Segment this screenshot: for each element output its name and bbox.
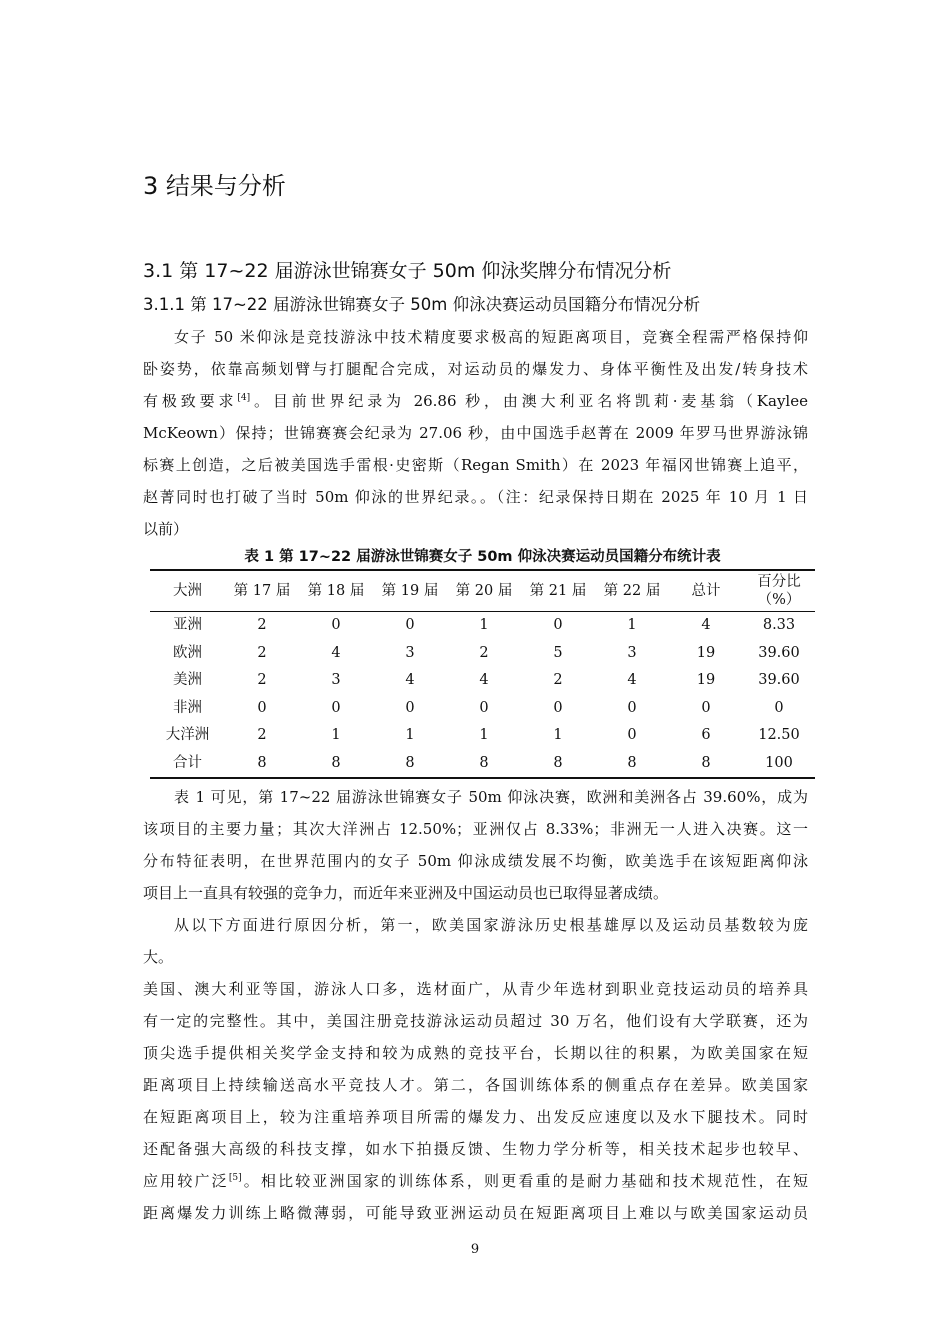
table-header-row <box>150 570 815 612</box>
table-cell: 8 <box>553 754 563 771</box>
table-cell: 2 <box>553 672 563 689</box>
text-line <box>143 385 808 417</box>
text-line: 标赛上创造，之后被美国选手雷根·史密斯（Regan Smith）在 2023 年福冈世锦赛上追平， <box>143 456 808 474</box>
table-row <box>150 722 815 750</box>
table-cell: 8.33 <box>762 617 796 634</box>
text-run: 。相比较亚洲国家的训练体系，则更看重的是耐力基础和技术规范性，在短 <box>241 1172 808 1190</box>
table-cell: 3 <box>331 672 341 689</box>
text-line: 距离项目上持续输送高水平竞技人才。第二，各国训练体系的侧重点存在差异。欧美国家 <box>143 1076 808 1094</box>
table-cell: 欧洲 <box>173 644 202 661</box>
text-line: 在短距离项目上，较为注重培养项目所需的爆发力、出发反应速度以及水下腿技术。同时 <box>143 1108 808 1126</box>
text-line: 该项目的主要力量；其次大洋洲占 12.50%；亚洲仅占 8.33%；非洲无一人进入决赛。这一 <box>143 820 808 838</box>
table-cell: 2 <box>257 617 267 634</box>
table-cell: 0 <box>331 699 341 716</box>
citation-ref[interactable]: [4] <box>237 393 251 403</box>
table-cell: 0 <box>479 699 489 716</box>
table-row <box>150 750 815 779</box>
table-cell: 1 <box>553 727 563 744</box>
header-cell: 第 20 届 <box>447 570 521 612</box>
table-cell: 8 <box>479 754 489 771</box>
text-line: 分布特征表明，在世界范围内的女子 50m 仰泳成绩发展不均衡，欧美选手在该短距离仰泳 <box>143 852 808 870</box>
table-cell: 8 <box>627 754 637 771</box>
table-cell: 美洲 <box>173 672 202 689</box>
text-line: 表 1 可见，第 17~22 届游泳世锦赛女子 50m 仰泳决赛，欧洲和美洲各占 39.60%，成为 <box>174 788 808 806</box>
page-number: 9 <box>470 1242 480 1257</box>
table-cell: 4 <box>405 672 415 689</box>
text-line: 从以下方面进行原因分析，第一，欧美国家游泳历史根基雄厚以及运动员基数较为庞 <box>174 916 808 934</box>
text-line: 距离爆发力训练上略微薄弱，可能导致亚洲运动员在短距离项目上难以与欧美国家运动员 <box>143 1204 808 1222</box>
text-run: 项目上一直具有较强的竞争力，而近年来 <box>143 884 414 902</box>
table-cell: 1 <box>627 617 637 634</box>
table-cell: 8 <box>257 754 267 771</box>
stats-table <box>150 569 815 779</box>
table-cell: 6 <box>701 727 711 744</box>
table-row <box>150 640 815 668</box>
text-line <box>143 877 808 909</box>
table-cell: 5 <box>553 644 563 661</box>
table-row <box>150 612 815 640</box>
header-cell: 第 21 届 <box>521 570 595 612</box>
table-cell: 4 <box>331 644 341 661</box>
table-cell: 合计 <box>173 754 202 771</box>
table-row <box>150 695 815 723</box>
table-cell: 非洲 <box>173 699 202 716</box>
table-cell: 19 <box>696 644 716 661</box>
table-cell: 2 <box>257 727 267 744</box>
text-line: 有一定的完整性。其中，美国注册竞技游泳运动员超过 30 万名，他们设有大学联赛，还为 <box>143 1012 808 1030</box>
table-cell: 亚洲 <box>173 617 202 634</box>
table-cell: 4 <box>479 672 489 689</box>
header-cell: 第 17 届 <box>225 570 299 612</box>
subsection-heading: 3.1 第 17~22 届游泳世锦赛女子 50m 仰泳奖牌分布情况分析 <box>143 260 672 282</box>
table-cell: 0 <box>257 699 267 716</box>
table-cell: 3 <box>405 644 415 661</box>
table-cell: 0 <box>553 617 563 634</box>
table-cell: 大洋洲 <box>165 727 210 744</box>
table-cell: 1 <box>479 727 489 744</box>
header-cell: 百分比（%） <box>743 570 815 612</box>
table-cell: 4 <box>627 672 637 689</box>
header-cell: 第 19 届 <box>373 570 447 612</box>
text-line: 女子 50 米仰泳是竞技游泳中技术精度要求极高的短距离项目，竞赛全程需严格保持仰 <box>174 328 808 346</box>
paragraph-intro <box>143 321 808 545</box>
header-cell: 第 18 届 <box>299 570 373 612</box>
table-cell: 12.50 <box>758 727 800 744</box>
table-cell: 0 <box>627 727 637 744</box>
text-line: 美国、澳大利亚等国，游泳人口多，选材面广，从青少年选材到职业竞技运动员的培养具 <box>143 980 808 998</box>
table-row <box>150 667 815 695</box>
text-line: 顶尖选手提供相关奖学金支持和较为成熟的竞技平台，长期以往的积累，为欧美国家在短 <box>143 1044 808 1062</box>
table-cell: 0 <box>627 699 637 716</box>
table-cell: 0 <box>701 699 711 716</box>
section-heading: 3 结果与分析 <box>143 172 286 200</box>
table-cell: 2 <box>257 672 267 689</box>
paragraph-table-analysis <box>143 781 808 909</box>
text-run-sans: 亚洲及中国运动员也已取得显著成绩。 <box>413 884 669 902</box>
header-cell: 大洲 <box>150 570 225 612</box>
table-cell: 39.60 <box>758 672 800 689</box>
table-cell: 1 <box>479 617 489 634</box>
text-line <box>143 1165 808 1197</box>
text-line: 还配备强大高级的科技支撑，如水下拍摄反馈、生物力学分析等，相关技术起步也较早、 <box>143 1140 808 1158</box>
text-line: 卧姿势，依靠高频划臂与打腿配合完成，对运动员的爆发力、身体平衡性及出发/转身技术 <box>143 360 808 378</box>
table-cell: 8 <box>405 754 415 771</box>
table-cell: 0 <box>405 617 415 634</box>
table-cell: 2 <box>479 644 489 661</box>
table-cell: 2 <box>257 644 267 661</box>
text-line: McKeown）保持；世锦赛赛会纪录为 27.06 秒，由中国选手赵菁在 2009 年罗马世界游泳锦 <box>143 424 808 442</box>
text-line: 大。 <box>143 948 174 966</box>
table-cell: 100 <box>765 754 793 771</box>
text-line: 赵菁同时也打破了当时 50m 仰泳的世界纪录。。（注：纪录保持日期在 2025 年 10 月 1 日 <box>143 488 808 506</box>
table-cell: 8 <box>701 754 711 771</box>
text-line: 以前） <box>143 520 189 538</box>
table-cell: 39.60 <box>758 644 800 661</box>
header-cell: 总计 <box>669 570 743 612</box>
table-cell: 0 <box>774 699 784 716</box>
text-run: 应用较广泛 <box>143 1172 229 1190</box>
table-cell: 3 <box>627 644 637 661</box>
table-cell: 0 <box>553 699 563 716</box>
header-cell: 第 22 届 <box>595 570 669 612</box>
paragraph-reasons <box>143 909 808 1229</box>
table-cell: 4 <box>701 617 711 634</box>
table-cell: 0 <box>331 617 341 634</box>
table-cell: 0 <box>405 699 415 716</box>
table-caption: 表 1 第 17~22 届游泳世锦赛女子 50m 仰泳决赛运动员国籍分布统计表 <box>244 549 721 565</box>
table-cell: 19 <box>696 672 716 689</box>
text-run: 。目前世界纪录为 26.86 秒，由澳大利亚名将凯莉·麦基翁（Kaylee <box>250 392 808 410</box>
citation-ref[interactable]: [5] <box>228 1173 242 1183</box>
table-cell: 8 <box>331 754 341 771</box>
subsubsection-heading: 3.1.1 第 17~22 届游泳世锦赛女子 50m 仰泳决赛运动员国籍分布情况分析 <box>143 295 701 314</box>
table-cell: 1 <box>405 727 415 744</box>
table-cell: 1 <box>331 727 341 744</box>
text-run: 有极致要求 <box>143 392 238 410</box>
